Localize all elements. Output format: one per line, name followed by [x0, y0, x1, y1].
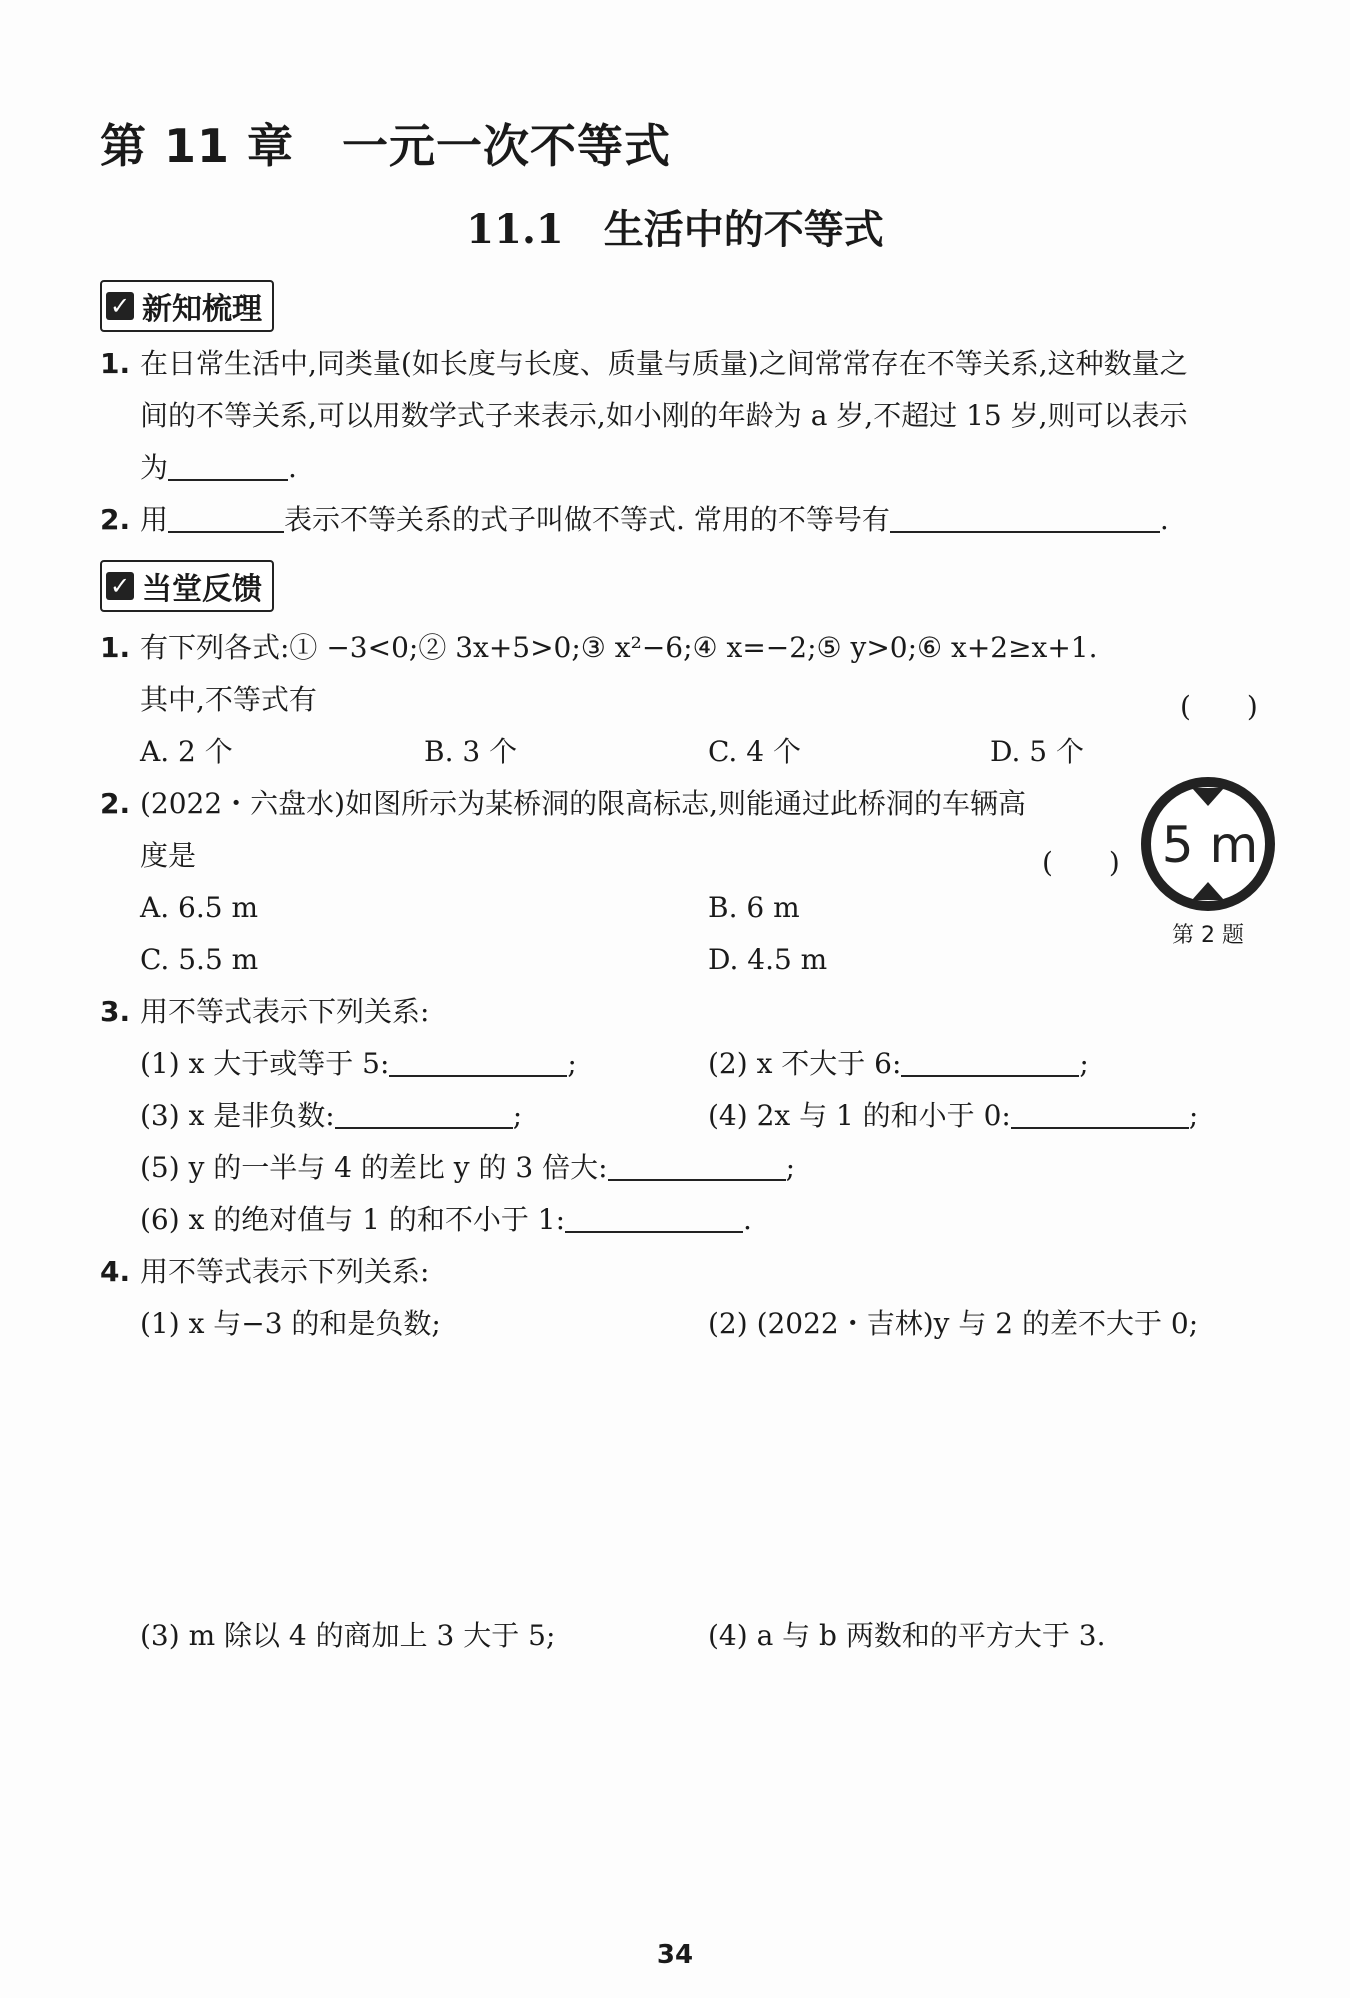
- part2-q4-item2: (2) (2022・吉林)y 与 2 的差不大于 0;: [708, 1307, 1199, 1340]
- part1-q1-line1: [100, 338, 1188, 390]
- period: .: [288, 451, 297, 484]
- part2-q4-title-text: 用不等式表示下列关系:: [140, 1255, 430, 1288]
- semicolon: ;: [1079, 1047, 1089, 1080]
- item-text: (4) 2x 与 1 的和小于 0:: [708, 1099, 1011, 1132]
- height-limit-sign-icon: [1138, 774, 1278, 914]
- part2-q1-line2: [140, 674, 317, 726]
- question-number: 3.: [100, 995, 131, 1028]
- section-heading: [0, 198, 1350, 255]
- part2-q3-item2: [708, 1038, 1089, 1090]
- chapter-title: 一元一次不等式: [342, 119, 672, 173]
- answer-blank[interactable]: [389, 1045, 567, 1077]
- question-number: 1.: [100, 347, 131, 380]
- part1-q1-line3: [140, 442, 297, 494]
- answer-blank[interactable]: [890, 501, 1160, 533]
- height-limit-sign-figure: [1138, 774, 1278, 949]
- part1-q1-text3: 为: [140, 451, 169, 484]
- part2-q2-text1: (2022・六盘水)如图所示为某桥洞的限高标志,则能通过此桥洞的车辆高: [140, 787, 1027, 820]
- part1-q1-text2: 间的不等关系,可以用数学式子来表示,如小刚的年龄为 a 岁,不超过 15 岁,则可以表示: [140, 399, 1188, 432]
- answer-blank[interactable]: [608, 1149, 786, 1181]
- part2-q1-text2: 其中,不等式有: [140, 683, 317, 716]
- part2-q2-option-a[interactable]: A. 6.5 m: [140, 891, 259, 924]
- sign-label: 5 m: [1161, 816, 1259, 874]
- part2-q3-title-text: 用不等式表示下列关系:: [140, 995, 430, 1028]
- checkbox-icon: ✓: [106, 572, 134, 600]
- part2-q2-line1: [100, 778, 1026, 830]
- question-number: 2.: [100, 503, 131, 536]
- part2-q1-option-b[interactable]: B. 3 个: [424, 735, 518, 768]
- section-title: 生活中的不等式: [603, 207, 884, 253]
- part2-q2-option-c[interactable]: C. 5.5 m: [140, 943, 259, 976]
- semicolon: ;: [567, 1047, 577, 1080]
- part2-q3-title: [100, 986, 429, 1038]
- answer-blank[interactable]: [168, 501, 284, 533]
- part1-tag-label: 新知梳理: [142, 292, 262, 327]
- item-text: (2) x 不大于 6:: [708, 1047, 902, 1080]
- section-number: 11.1: [466, 206, 564, 253]
- item-text: (5) y 的一半与 4 的差比 y 的 3 倍大:: [140, 1151, 608, 1184]
- part1-q2-line: [100, 494, 1169, 546]
- item-text: (3) x 是非负数:: [140, 1099, 335, 1132]
- period: .: [743, 1203, 752, 1236]
- semicolon: ;: [785, 1151, 796, 1184]
- semicolon: ;: [512, 1099, 523, 1132]
- part2-tag: [100, 560, 274, 612]
- part2-q4-item1: (1) x 与−3 的和是负数;: [140, 1307, 441, 1340]
- chapter-label: 第 11 章: [100, 119, 295, 173]
- part2-q3-item4: [708, 1090, 1198, 1142]
- part2-q1-option-a[interactable]: A. 2 个: [140, 735, 233, 768]
- answer-blank[interactable]: [1011, 1097, 1189, 1129]
- item-text: (6) x 的绝对值与 1 的和不小于 1:: [140, 1203, 566, 1236]
- part2-q2-option-b[interactable]: B. 6 m: [708, 891, 800, 924]
- figure-caption: 第 2 题: [1172, 923, 1244, 948]
- question-number: 2.: [100, 787, 131, 820]
- part2-q1-line1: [100, 622, 1098, 674]
- part2-q2-line2: [140, 830, 196, 882]
- question-number: 1.: [100, 631, 131, 664]
- part2-q3-item5: [140, 1142, 795, 1194]
- answer-paren[interactable]: ( ): [1042, 846, 1120, 879]
- answer-blank[interactable]: [335, 1097, 513, 1129]
- part2-tag-label: 当堂反馈: [142, 572, 262, 607]
- answer-paren[interactable]: ( ): [1180, 690, 1258, 723]
- semicolon: ;: [1188, 1099, 1199, 1132]
- part1-tag: [100, 280, 274, 332]
- question-number: 4.: [100, 1255, 131, 1288]
- part2-q3-item1: [140, 1038, 577, 1090]
- answer-blank[interactable]: [901, 1045, 1079, 1077]
- part1-q1-line2: [140, 390, 1188, 442]
- part2-q4-item3: (3) m 除以 4 的商加上 3 大于 5;: [140, 1619, 556, 1652]
- part2-q1-text1: 有下列各式:① −3<0;② 3x+5>0;③ x²−6;④ x=−2;⑤ y>0;⑥ x+2≥x+1.: [140, 631, 1098, 664]
- part2-q2-text2: 度是: [140, 839, 197, 872]
- page-number: 34: [656, 1940, 694, 1970]
- part1-q1-text1: 在日常生活中,同类量(如长度与长度、质量与质量)之间常常存在不等关系,这种数量之: [140, 347, 1188, 380]
- part2-q1-option-c[interactable]: C. 4 个: [708, 735, 801, 768]
- answer-blank[interactable]: [168, 449, 288, 481]
- part2-q3-item6: [140, 1194, 752, 1246]
- part1-q2-pre: 用: [140, 503, 169, 536]
- period: .: [1159, 503, 1169, 536]
- part2-q4-title: [100, 1246, 429, 1298]
- part2-q2-option-d[interactable]: D. 4.5 m: [708, 943, 828, 976]
- part1-q2-mid: 表示不等关系的式子叫做不等式. 常用的不等号有: [284, 503, 890, 536]
- part2-q3-item3: [140, 1090, 522, 1142]
- item-text: (1) x 大于或等于 5:: [140, 1047, 390, 1080]
- chapter-heading: [100, 110, 671, 176]
- answer-blank[interactable]: [565, 1201, 743, 1233]
- part2-q4-item4: (4) a 与 b 两数和的平方大于 3.: [708, 1619, 1106, 1652]
- checkbox-icon: ✓: [106, 292, 134, 320]
- part2-q1-option-d[interactable]: D. 5 个: [990, 735, 1084, 768]
